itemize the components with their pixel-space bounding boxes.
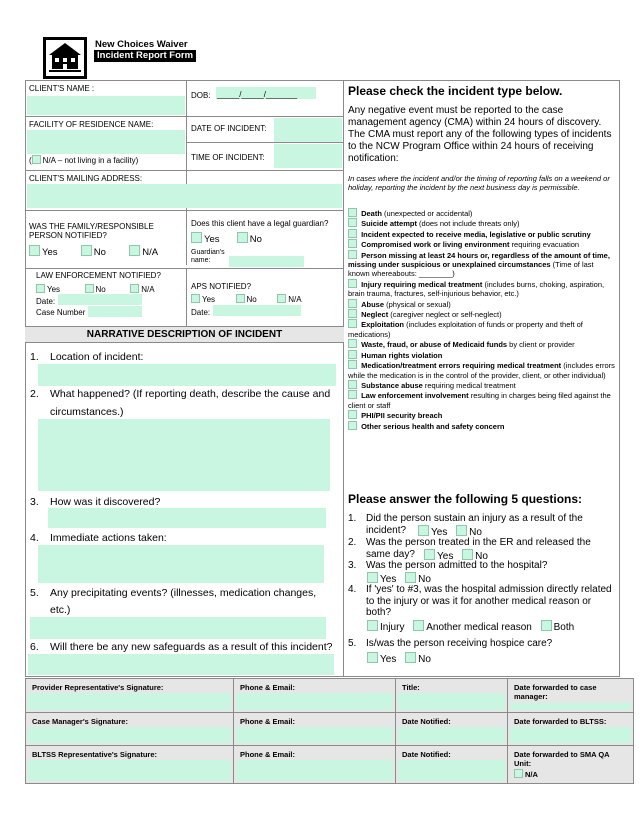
- signature-field[interactable]: [398, 693, 505, 710]
- aps-notified-label: APS NOTIFIED?: [191, 282, 252, 291]
- signature-field[interactable]: [28, 693, 231, 710]
- signature-cell-label: Case Manager's Signature:: [32, 717, 128, 726]
- aps-yes-checkbox[interactable]: [191, 294, 200, 303]
- incident-type-name: Neglect: [361, 310, 389, 320]
- incident-type-name: Human rights violation: [361, 350, 443, 360]
- q4-both-checkbox[interactable]: [541, 620, 552, 631]
- signature-cell-label: Title:: [402, 683, 420, 692]
- five-q5: 5. Is/was the person receiving hospice care?: [348, 638, 553, 649]
- law-date-field[interactable]: [58, 294, 142, 305]
- law-date-label: Date:: [36, 297, 56, 306]
- incident-type-detail: requiring medical treatment: [422, 380, 516, 390]
- incident-type-checkbox[interactable]: [348, 279, 357, 288]
- question-4: 4. Immediate actions taken:: [30, 532, 167, 544]
- q3-no-checkbox[interactable]: [405, 572, 416, 583]
- signature-field[interactable]: [510, 703, 631, 710]
- incident-type-name: Death: [361, 209, 382, 218]
- incident-type-name: Injury requiring medical treatment: [361, 279, 483, 289]
- incident-type-name: Exploitation: [361, 320, 405, 330]
- mailing-address-label: CLIENT'S MAILING ADDRESS:: [29, 174, 143, 183]
- signature-cell-label: Phone & Email:: [240, 683, 296, 692]
- signature-cell-label: Date forwarded to SMA QA Unit:: [514, 750, 610, 768]
- guardian-options: Yes No: [191, 232, 262, 245]
- aps-date-label: Date:: [191, 308, 211, 317]
- question-1-field[interactable]: [38, 364, 336, 386]
- q1-no-checkbox[interactable]: [456, 525, 467, 536]
- signature-cell: [396, 745, 508, 783]
- incident-type-detail: (includes burns, choking, aspiration, brain trauma, fractures, self-injurious behavior, etc.): [348, 279, 605, 299]
- date-of-incident-label: DATE OF INCIDENT:: [191, 124, 267, 133]
- signature-cell: [396, 679, 508, 712]
- incident-type-item[interactable]: [348, 319, 616, 339]
- question-1: 1. Location of incident:: [30, 351, 144, 363]
- law-case-field[interactable]: [88, 306, 142, 317]
- signature-cell-label: Phone & Email:: [240, 717, 296, 726]
- incident-type-item[interactable]: [348, 390, 616, 410]
- sma-na-option[interactable]: [508, 768, 633, 779]
- signature-cell: [26, 679, 234, 712]
- family-notified-label: WAS THE FAMILY/RESPONSIBLE PERSON NOTIFIED?: [29, 222, 154, 240]
- dob-value: _____/_____/_______: [217, 90, 298, 99]
- incident-type-checkbox[interactable]: [348, 239, 357, 248]
- incident-type-name: Person missing at least 24 hours or, regardless of the amount of time, missing under suspicious or unexplained circumstances: [348, 250, 610, 270]
- signature-field[interactable]: [398, 727, 505, 743]
- q2-yes-checkbox[interactable]: [424, 549, 435, 560]
- question-4-field[interactable]: [38, 545, 324, 583]
- signature-field[interactable]: [28, 727, 231, 743]
- client-name-field[interactable]: [27, 96, 185, 115]
- question-3: 3. How was it discovered?: [30, 496, 161, 508]
- law-na-checkbox[interactable]: [130, 284, 139, 293]
- incident-type-item[interactable]: [348, 239, 616, 249]
- date-of-incident-field[interactable]: [274, 118, 342, 142]
- question-6: 6. Will there be any new safeguards as a result of this incident?: [30, 641, 333, 653]
- incident-type-name: Substance abuse: [361, 380, 423, 390]
- signature-cell: [508, 679, 633, 712]
- incident-type-checkbox[interactable]: [348, 380, 357, 389]
- question-2-cont: circumstances.): [50, 406, 124, 418]
- question-5-field[interactable]: [30, 617, 326, 639]
- incident-type-item[interactable]: [348, 360, 616, 380]
- q4-injury-checkbox[interactable]: [367, 620, 378, 631]
- incident-type-checkbox[interactable]: [348, 319, 357, 328]
- question-6-field[interactable]: [28, 654, 334, 675]
- q1-yes-checkbox[interactable]: [418, 525, 429, 536]
- incident-note: In cases where the incident and/or the timing of reporting falls on a weekend or holiday, reporting the incident by the next business day is permissible.: [348, 174, 610, 192]
- incident-type-item[interactable]: [348, 279, 616, 299]
- aps-options: Yes No N/A: [191, 294, 302, 304]
- incident-type-item[interactable]: [348, 421, 616, 431]
- five-q1-options: Yes No: [418, 525, 482, 539]
- incident-type-detail: (Time of last known whereabouts: ________): [348, 260, 594, 279]
- mailing-address-field[interactable]: [27, 184, 342, 208]
- incident-type-name: Medication/treatment errors requiring medical treatment: [361, 361, 562, 371]
- incident-type-checkbox[interactable]: [348, 421, 357, 430]
- signature-cell-label: Date forwarded to case manager:: [514, 683, 597, 701]
- five-q4-options: Injury Another medical reason Both: [367, 620, 574, 634]
- signature-cell-label: Date Notified:: [402, 750, 451, 759]
- time-of-incident-field[interactable]: [274, 144, 342, 168]
- signature-field[interactable]: [398, 760, 505, 781]
- question-3-field[interactable]: [48, 508, 326, 528]
- signature-field[interactable]: [236, 727, 393, 743]
- form-title: New Choices Waiver: [95, 39, 188, 50]
- signature-field[interactable]: [510, 727, 631, 743]
- incident-type-name: PHI/PII security breach: [361, 411, 443, 421]
- five-questions-title: Please answer the following 5 questions:: [348, 492, 583, 506]
- facility-na-option[interactable]: ( N/A – not living in a facility): [29, 156, 139, 165]
- facility-na-checkbox[interactable]: [32, 155, 41, 164]
- incident-type-name: Compromised work or living environment: [361, 240, 510, 250]
- incident-type-item[interactable]: [348, 380, 616, 390]
- incident-type-detail: (does not include threats only): [416, 219, 520, 229]
- guardian-question: Does this client have a legal guardian?: [191, 219, 329, 228]
- incident-type-checkbox[interactable]: [348, 390, 357, 399]
- signature-field[interactable]: [28, 760, 231, 781]
- incident-type-checkbox[interactable]: [348, 229, 357, 238]
- family-notified-options: Yes No N/A: [29, 245, 158, 258]
- family-na-checkbox[interactable]: [129, 245, 140, 256]
- facility-field[interactable]: [27, 130, 185, 154]
- form-subtitle: Incident Report Form: [94, 50, 196, 62]
- incident-type-item[interactable]: [348, 339, 616, 349]
- q2-no-checkbox[interactable]: [462, 549, 473, 560]
- signature-field[interactable]: [236, 693, 393, 710]
- five-q5-options: Yes No: [367, 652, 431, 666]
- signature-cell: [234, 679, 396, 712]
- guardian-no-checkbox[interactable]: [237, 232, 248, 243]
- incident-type-checkbox[interactable]: [348, 218, 357, 227]
- five-q1: 1. Did the person sustain an injury as a result of the incident?: [348, 513, 583, 536]
- five-q2-options: Yes No: [424, 549, 488, 563]
- facility-label: FACILITY OF RESIDENCE NAME:: [29, 120, 154, 129]
- signature-cell: [234, 745, 396, 783]
- incident-type-detail: (unexpected or accidental): [381, 209, 473, 218]
- sma-na-checkbox[interactable]: [514, 769, 523, 778]
- incident-type-detail: (physical or sexual): [384, 299, 451, 309]
- incident-type-detail: (caregiver neglect or self-neglect): [388, 310, 502, 320]
- q5-no-checkbox[interactable]: [405, 652, 416, 663]
- incident-type-detail: (includes exploitation of funds or property and theft of medications): [348, 320, 583, 339]
- incident-type-checkbox[interactable]: [348, 250, 357, 259]
- incident-type-name: Law enforcement involvement: [361, 391, 469, 401]
- five-q3-options: Yes No: [367, 572, 431, 586]
- five-q2: 2. Was the person treated in the ER and released the same day?: [348, 537, 591, 560]
- q4-other-checkbox[interactable]: [413, 620, 424, 631]
- sma-na-label: N/A: [525, 770, 538, 779]
- incident-type-name: Incident expected to receive media, legislative or public scrutiny: [361, 229, 591, 239]
- incident-type-detail: (includes errors while the medication is in the control of the provider, client, or other individual): [348, 361, 615, 380]
- client-name-label: CLIENT'S NAME :: [29, 84, 95, 93]
- incident-type-name: Waste, fraud, or abuse of Medicaid funds: [361, 340, 508, 350]
- incident-type-item[interactable]: [348, 299, 616, 309]
- signature-cell: [234, 712, 396, 745]
- incident-type-item[interactable]: [348, 410, 616, 420]
- incident-type-name: Abuse: [361, 299, 385, 309]
- incident-type-item[interactable]: [348, 309, 616, 319]
- question-2: 2. What happened? (If reporting death, describe the cause and: [30, 388, 331, 400]
- law-yes-checkbox[interactable]: [36, 284, 45, 293]
- signature-cell-label: Date forwarded to BLTSS:: [514, 717, 607, 726]
- family-yes-checkbox[interactable]: [29, 245, 40, 256]
- incident-type-name: Other serious health and safety concern: [361, 421, 505, 431]
- family-no-checkbox[interactable]: [81, 245, 92, 256]
- q3-yes-checkbox[interactable]: [367, 572, 378, 583]
- law-options: Yes No N/A: [36, 284, 155, 294]
- incident-type-checkbox[interactable]: [348, 350, 357, 359]
- signature-field[interactable]: [236, 760, 393, 781]
- aps-no-checkbox[interactable]: [236, 294, 245, 303]
- time-of-incident-label: TIME OF INCIDENT:: [191, 153, 265, 162]
- dob-label: DOB:: [191, 91, 211, 100]
- q5-yes-checkbox[interactable]: [367, 652, 378, 663]
- aps-na-checkbox[interactable]: [277, 294, 286, 303]
- incident-type-item[interactable]: [348, 218, 616, 228]
- signature-cell: [26, 745, 234, 783]
- incident-type-checkbox[interactable]: [348, 360, 357, 369]
- incident-type-detail: by client or provider: [507, 340, 575, 350]
- signature-cell: [508, 745, 633, 783]
- incident-type-title: Please check the incident type below.: [348, 84, 563, 98]
- guardian-name-field[interactable]: [229, 256, 304, 267]
- incident-type-item[interactable]: [348, 229, 616, 239]
- signature-cell: [396, 712, 508, 745]
- signature-cell-label: Phone & Email:: [240, 750, 296, 759]
- narrative-heading: NARRATIVE DESCRIPTION OF INCIDENT: [86, 329, 283, 340]
- incident-type-item[interactable]: [348, 350, 616, 360]
- five-q3: 3. Was the person admitted to the hospital?: [348, 560, 548, 571]
- house-logo-icon: [43, 37, 87, 79]
- law-case-label: Case Number: [36, 308, 86, 317]
- incident-type-checkbox[interactable]: [348, 309, 357, 318]
- aps-date-field[interactable]: [213, 305, 301, 316]
- incident-type-name: Suicide attempt: [361, 219, 417, 229]
- incident-type-checkbox[interactable]: [348, 299, 357, 308]
- signature-table: [25, 678, 634, 784]
- signature-cell-label: Provider Representative's Signature:: [32, 683, 164, 692]
- guardian-name-label: Guardian's name:: [191, 249, 225, 264]
- question-5-cont: etc.): [50, 604, 71, 616]
- five-q4: 4. If 'yes' to #3, was the hospital admission directly related to the injury or was it for another medical reason or both?: [348, 584, 612, 618]
- guardian-yes-checkbox[interactable]: [191, 232, 202, 243]
- question-2-field[interactable]: [38, 419, 330, 491]
- question-5: 5. Any precipitating events? (illnesses, medication changes,: [30, 587, 317, 599]
- incident-type-item[interactable]: [348, 250, 616, 279]
- incident-type-detail: resulting in charges being filed against the client or staff: [348, 391, 611, 410]
- incident-type-checkbox[interactable]: [348, 339, 357, 348]
- law-notified-label: LAW ENFORCEMENT NOTIFIED?: [36, 271, 161, 280]
- incident-type-checkbox[interactable]: [348, 410, 357, 419]
- incident-type-checkbox[interactable]: [348, 208, 357, 217]
- signature-cell-label: Date Notified:: [402, 717, 451, 726]
- law-no-checkbox[interactable]: [85, 284, 94, 293]
- incident-type-detail: requiring evacuation: [509, 240, 580, 250]
- signature-cell: [26, 712, 234, 745]
- incident-intro: Any negative event must be reported to the case management agency (CMA) within 24 hours of discovery. The CMA must report any of the following types of incidents to the NCW Program Office within 24 hours of receiving notification:: [348, 105, 612, 164]
- incident-type-list: [348, 208, 616, 431]
- incident-type-item[interactable]: [348, 208, 616, 218]
- signature-cell: [508, 712, 633, 745]
- signature-cell-label: BLTSS Representative's Signature:: [32, 750, 158, 759]
